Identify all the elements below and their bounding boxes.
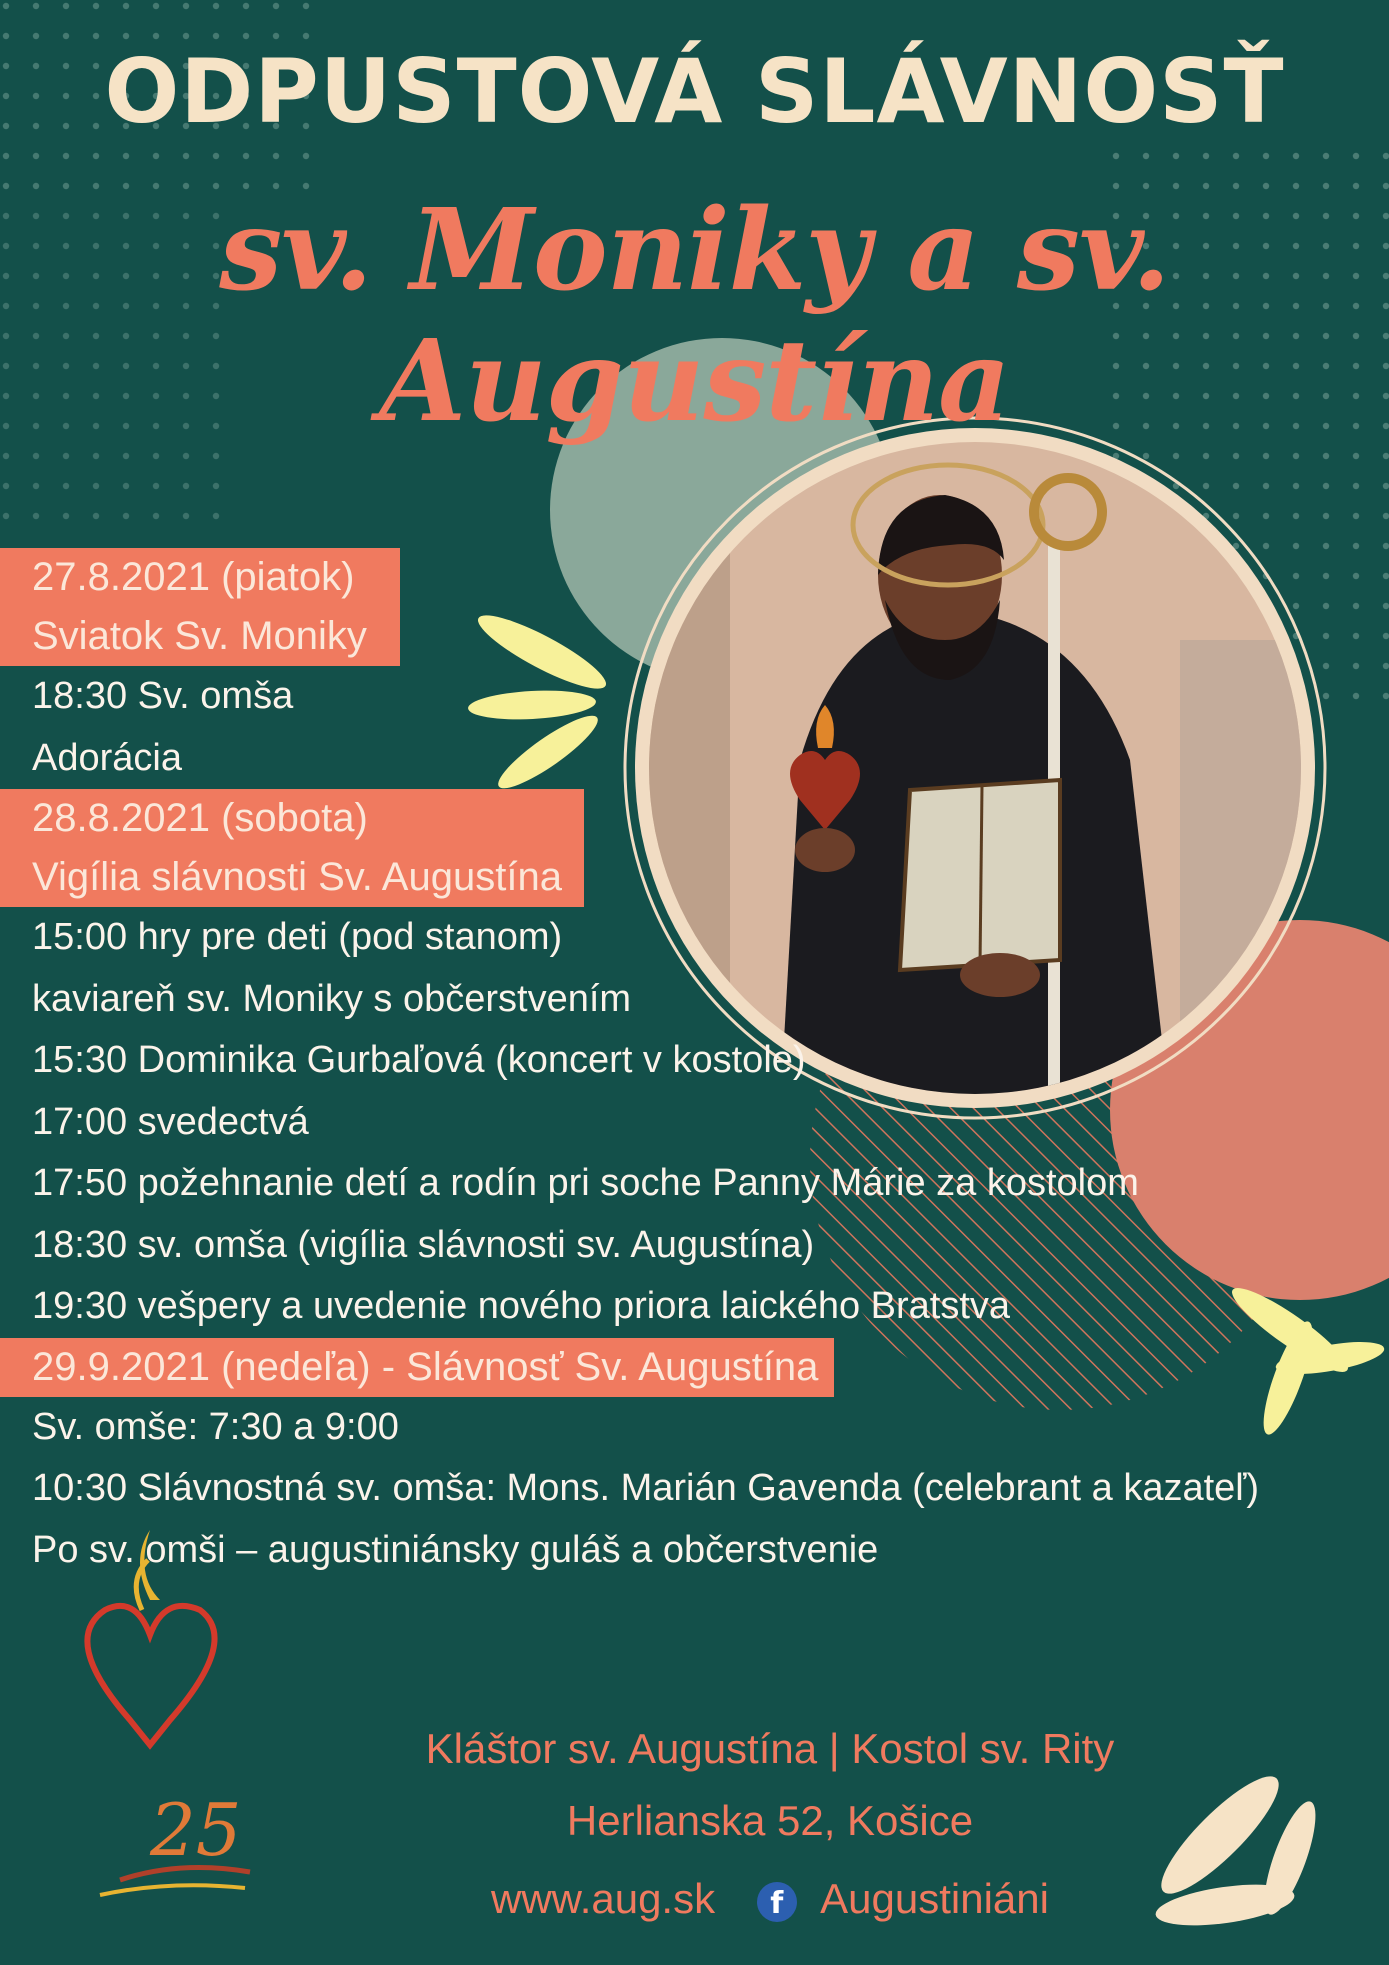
facebook-icon: f	[757, 1882, 797, 1922]
day2-date: 28.8.2021 (sobota)	[0, 789, 584, 848]
footer-contacts	[270, 1875, 1270, 1923]
title-top: ODPUSTOVÁ SLÁVNOSŤ	[104, 40, 1285, 143]
day2-item: 17:50 požehnanie detí a rodín pri soche Panny Márie za kostolom	[32, 1162, 1139, 1204]
day1-item: Adorácia	[32, 736, 182, 779]
day1-date: 27.8.2021 (piatok)	[0, 548, 400, 607]
day1-item: 18:30 Sv. omša	[32, 675, 294, 717]
day2-feast: Vigília slávnosti Sv. Augustína	[0, 848, 584, 907]
day2-item: 15:30 Dominika Gurbaľová (koncert v kostole)	[32, 1039, 806, 1081]
day2-item: 18:30 sv. omša (vigília slávnosti sv. Augustína)	[32, 1223, 815, 1266]
day3-date-feast: 29.9.2021 (nedeľa) - Slávnosť Sv. Augustína	[0, 1338, 834, 1397]
day3-item: 10:30 Slávnostná sv. omša: Mons. Marián Gavenda (celebrant a kazateľ)	[32, 1467, 1260, 1509]
day2-item: 19:30 vešpery a uvedenie nového priora laického Bratstva	[32, 1285, 1011, 1327]
day1-feast: Sviatok Sv. Moniky	[0, 607, 400, 666]
footer-address-line2: Herlianska 52, Košice	[566, 1797, 974, 1844]
day3-item: Sv. omše: 7:30 a 9:00	[32, 1405, 399, 1448]
day2-item: kaviareň sv. Moniky s občerstvením	[32, 977, 632, 1020]
website-link[interactable]: www.aug.sk	[491, 1875, 716, 1922]
schedule	[0, 548, 1389, 1581]
day2-item: 17:00 svedectvá	[32, 1100, 309, 1143]
footer-address-line1: Kláštor sv. Augustína | Kostol sv. Rity	[425, 1725, 1115, 1772]
title-script: sv. Moniky a sv. Augustína	[219, 185, 1170, 447]
logo-number: 25	[150, 1788, 242, 1872]
facebook-link[interactable]: Augustiniáni	[820, 1875, 1049, 1922]
day2-item: 15:00 hry pre deti (pod stanom)	[32, 916, 563, 958]
day3-item: Po sv. omši – augustiniánsky guláš a občerstvenie	[32, 1528, 879, 1571]
